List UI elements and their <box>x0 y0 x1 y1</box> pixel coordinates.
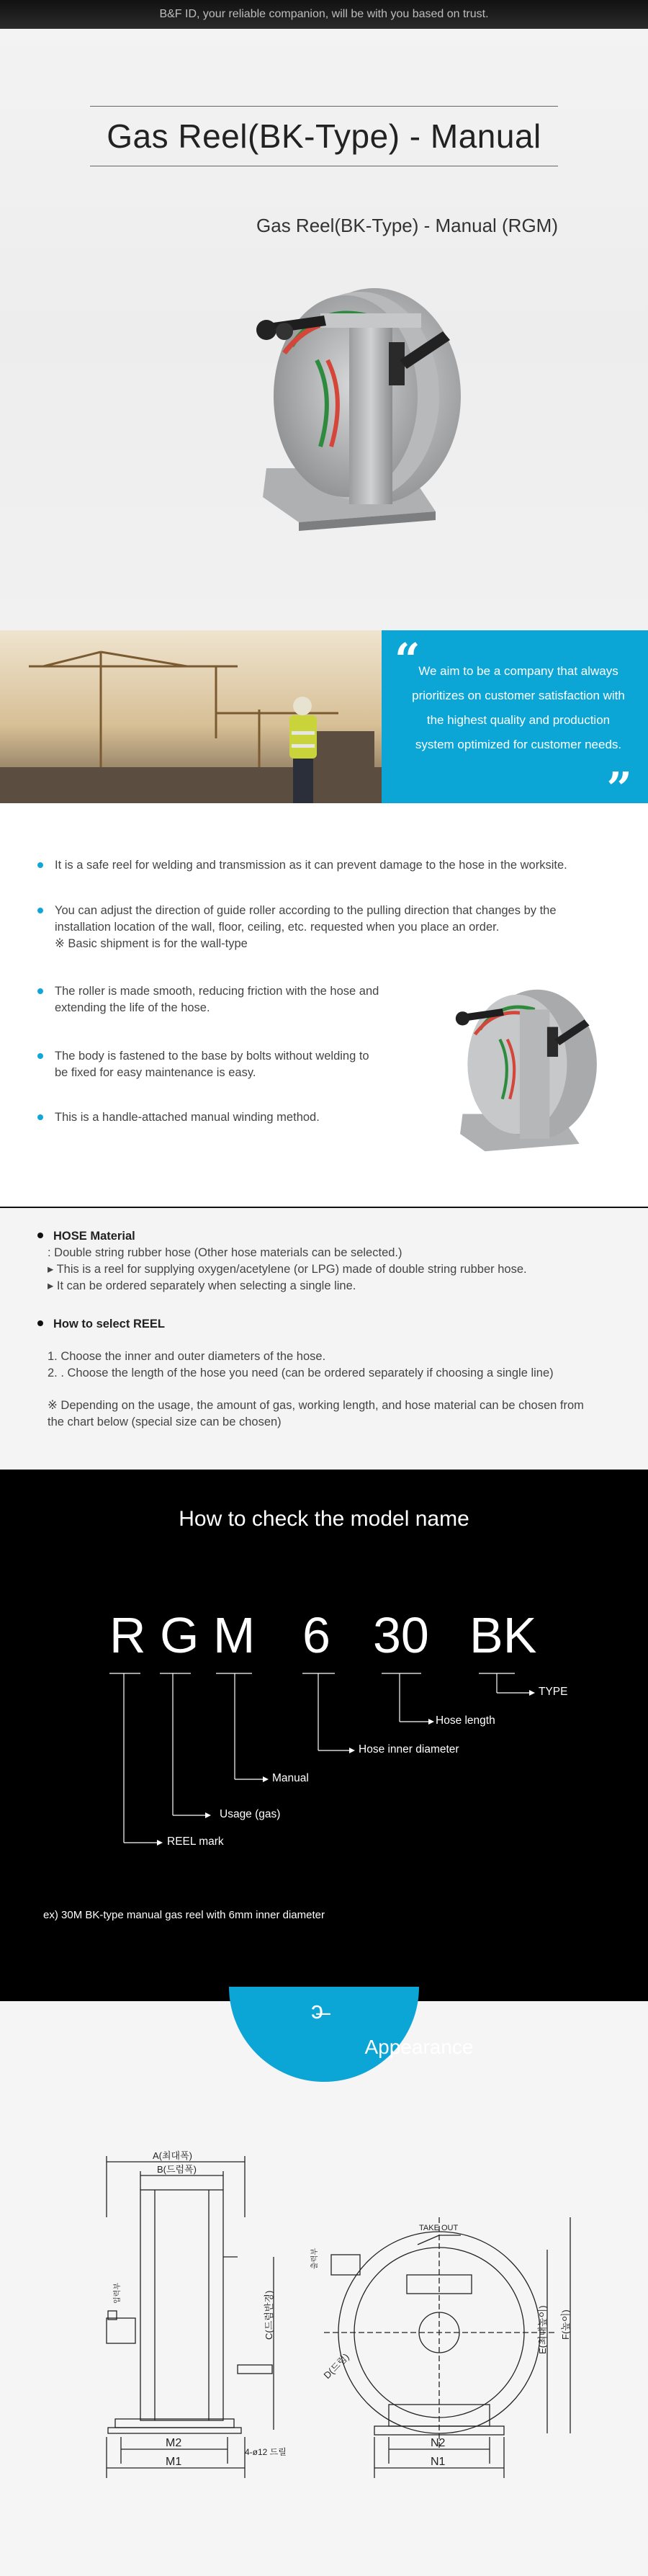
dim-label-n1: N1 <box>431 2456 446 2468</box>
hose-material-line: : Double string rubber hose (Other hose materials can be selected.) <box>48 1246 402 1259</box>
bullet-icon <box>37 862 43 868</box>
model-name-section <box>0 1470 648 2001</box>
dim-label-c: C(드럼반경) <box>264 2290 274 2340</box>
feature-note: ※ Basic shipment is for the wall-type <box>55 937 248 950</box>
bullet-icon <box>37 1053 43 1059</box>
dim-label-drill: 4-ø12 드릴 <box>245 2447 287 2457</box>
model-example: ex) 30M BK-type manual gas reel with 6mm inner diameter <box>43 1909 325 1921</box>
select-reel-block <box>37 1316 595 1431</box>
title-frame <box>90 106 558 166</box>
dim-label-inlet: 입력부 <box>114 2283 122 2304</box>
feature-item <box>37 1048 383 1081</box>
bullet-icon <box>37 1114 43 1120</box>
hose-material-heading: HOSE Material <box>53 1230 135 1243</box>
model-section-title: How to check the model name <box>179 1507 469 1531</box>
page-subtitle: Gas Reel(BK-Type) - Manual (RGM) <box>256 215 558 236</box>
feature-item <box>37 983 383 1016</box>
dim-label-n2: N2 <box>431 2437 446 2449</box>
hero-section <box>0 29 648 630</box>
model-code-reel: R <box>109 1607 146 1663</box>
model-label-reel-mark: REEL mark <box>167 1835 224 1848</box>
feature-item <box>37 1109 383 1126</box>
feature-item <box>37 857 606 874</box>
hose-material-line: ▸ It can be ordered separately when selecting a single line. <box>48 1279 356 1292</box>
feature-text: It is a safe reel for welding and transmission as it can prevent damage to the hose in the worksite. <box>55 859 567 872</box>
model-label-manual: Manual <box>272 1772 309 1784</box>
model-code-manual: M <box>213 1607 256 1663</box>
open-quote-icon: “ <box>395 633 420 686</box>
features-section <box>0 803 648 1207</box>
feature-text: The roller is made smooth, reducing friction with the hose and extending the life of the hose. <box>55 985 379 1014</box>
model-code-type: BK <box>469 1607 537 1663</box>
hose-material-line: ▸ This is a reel for supplying oxygen/acetylene (or LPG) made of double string rubber hose. <box>48 1263 527 1276</box>
top-bar <box>0 0 648 29</box>
dim-label-outlet: 출력부 <box>311 2248 319 2269</box>
dim-label-b: B(드럼폭) <box>157 2164 197 2175</box>
feature-text: This is a handle-attached manual winding method. <box>55 1111 320 1124</box>
dim-label-f: F(높이) <box>560 2309 571 2340</box>
appearance-title: Appearance <box>364 2036 474 2058</box>
top-bar-text: B&F ID, your reliable companion, will be with you based on trust. <box>159 8 489 20</box>
close-quote-icon: ” <box>606 762 632 815</box>
dim-label-a: A(최대폭) <box>153 2150 193 2161</box>
dim-label-m1: M1 <box>166 2456 182 2468</box>
quote-box <box>382 630 648 815</box>
bullet-icon <box>37 908 43 913</box>
gas-reel-image <box>198 274 486 576</box>
model-guide-lines <box>0 1470 648 2001</box>
select-reel-heading: How to select REEL <box>53 1318 165 1331</box>
feature-text: You can adjust the direction of guide roller according to the pulling direction that changes by the installation location of the wall, floor, ceiling, etc. requested when you place an order. <box>55 904 557 934</box>
feature-text: The body is fastened to the base by bolts without welding to be fixed for easy maintenance is easy. <box>55 1050 369 1079</box>
bullet-icon <box>37 1233 43 1238</box>
gas-reel-thumbnail <box>414 980 616 1189</box>
dim-label-m2: M2 <box>166 2437 182 2449</box>
dim-label-d: D(드럼) <box>321 2351 351 2382</box>
bullet-icon <box>37 988 43 994</box>
dim-label-takeout: TAKE OUT <box>419 2224 459 2232</box>
model-code-usage: G <box>160 1607 199 1663</box>
model-code-diameter: 6 <box>302 1607 330 1663</box>
logo-icon: ↄ̶ <box>311 1997 323 2024</box>
technical-drawing <box>0 2001 648 2576</box>
quote-banner <box>0 630 648 815</box>
feature-item <box>37 903 606 952</box>
model-label-inner-diameter: Hose inner diameter <box>359 1743 459 1756</box>
model-label-hose-length: Hose length <box>436 1714 495 1727</box>
quote-text: We aim to be a company that always prioritizes on customer satisfaction with the highest quality and production system optimized for customer needs. <box>412 664 625 751</box>
bullet-icon <box>37 1320 43 1326</box>
model-label-type: TYPE <box>539 1686 568 1698</box>
select-reel-note: ※ Depending on the usage, the amount of gas, working length, and hose material can be chosen from the chart below (special size can be chosen) <box>48 1399 584 1428</box>
dim-label-e: E(최대높이) <box>537 2305 548 2354</box>
page-title: Gas Reel(BK-Type) - Manual <box>107 117 541 155</box>
construction-worker-photo <box>0 630 382 803</box>
model-label-usage: Usage (gas) <box>220 1808 281 1820</box>
model-code-length: 30 <box>373 1607 429 1663</box>
hose-info-section <box>0 1208 648 1470</box>
select-reel-line: 1. Choose the inner and outer diameters of the hose. <box>48 1350 326 1363</box>
appearance-section <box>0 1997 648 2576</box>
select-reel-line: 2. . Choose the length of the hose you need (can be ordered separately if choosing a single line) <box>48 1367 554 1379</box>
hose-material-block <box>37 1228 527 1294</box>
